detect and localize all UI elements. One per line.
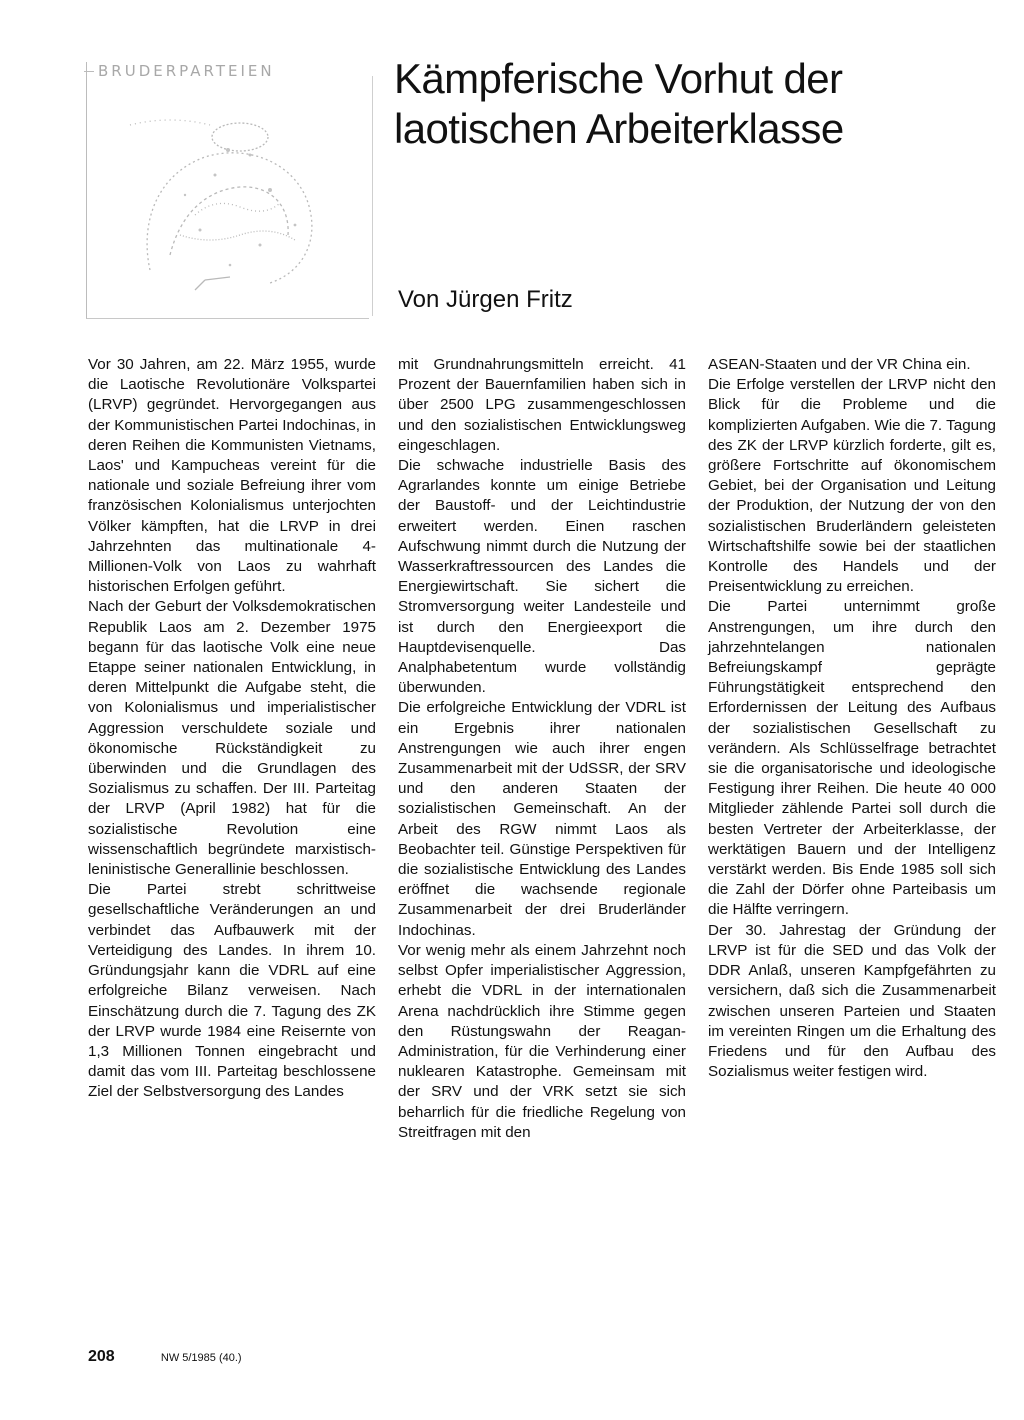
paragraph: Vor 30 Jahren, am 22. März 1955, wurde die Laotische Revolutionäre Volkspartei (LRVP) gegründet. Hervorgegangen aus der Kommunistischen Partei Indochinas, in deren Reihen die Kommunisten Vietnams, Laos' und Kampucheas vereint für die nationale und soziale Befreiung ihrer vom französischen Kolonialismus unterjochten Völker kämpften, hat die LRVP in drei Jahrzehnten das multinationale 4-Millionen-Volk von Laos zu wahrhaft historischen Erfolgen geführt.: [88, 356, 376, 596]
paragraph: Vor wenig mehr als einem Jahrzehnt noch selbst Opfer imperialistischer Aggression, erhebt die VDRL in der internationalen Arena nachdrücklich ihre Stimme gegen den Rüstungswahn der Reagan-Administration, für die Verhinderung einer nuklearen Katastrophe. Gemeinsam mit der SRV und der VRK setzt sie sich beharrlich für die friedliche Regelung von Streitfragen mit den: [398, 941, 686, 1141]
title-line-2: laotischen Arbeiterklasse: [394, 105, 844, 152]
article-title: [394, 54, 954, 154]
text-column-1: [88, 355, 376, 1103]
issue-reference: NW 5/1985 (40.): [160, 1352, 242, 1364]
page-number: 208: [88, 1348, 115, 1365]
paragraph: Nach der Geburt der Volksdemokratischen Republik Laos am 2. Dezember 1975 begann für das laotische Volk eine neue Etappe seiner nationalen Entwicklung, in deren Mittelpunkt die Aufgabe steht, die von Kolonialismus und imperialistischer Aggression verschuldete soziale und ökonomische Rückständigkeit zu überwinden und die Grundlagen des Sozialismus zu schaffen. Der III. Parteitag der LRVP (April 1982) hat für die sozialistische Revolution eine wissenschaftlich begründete marxistisch-leninistische Generallinie beschlossen.: [88, 598, 376, 879]
text-column-2: [398, 355, 686, 1143]
paragraph: Die schwache industrielle Basis des Agrarlandes konnte um einige Betriebe der Baustoff- und der Leichtindustrie erweitert werden. Einen raschen Aufschwung nimmt durch die Nutzung der Wasserkraftressourcen des Landes die Energiewirtschaft. Sie sichert die Stromversorgung weiter Landesteile und ist durch den Energieexport die Hauptdevisenquelle. Das Analphabetentum wurde vollständig überwunden.: [398, 457, 686, 697]
header-frame-rule: [372, 76, 373, 316]
series-label: BRUDERPARTEIEN: [98, 62, 275, 80]
paragraph: Die Partei unternimmt große Anstrengungen, um ihre durch den jahrzehntelangen nationalen Befreiungskampf geprägte Führungstätigkeit entsprechend den Erfordernissen der Leitung des Aufbaus der sozialistischen Gesellschaft zu verändern. Als Schlüsselfrage betrachtet sie die organisatorische und ideologische Festigung ihrer Reihen. Die heute 40 000 Mitglieder zählende Partei soll durch die besten Vertreter der Arbeiterklasse, der werktätigen Bauern und der Intelligenz verstärkt werden. Bis Ende 1985 soll sich die Zahl der Dörfer ohne Parteibasis um die Hälfte verringern.: [708, 598, 996, 919]
emblem-icon: [110, 95, 340, 300]
byline: Von Jürgen Fritz: [398, 286, 573, 313]
text-column-3: [708, 355, 996, 1082]
paragraph: Der 30. Jahrestag der Gründung der LRVP ist für die SED und das Volk der DDR Anlaß, unseren Kampfgefährten zu versichern, daß sich die Zusammenarbeit zwischen unseren Parteien und Staaten im vereinten Ringen um die Erhaltung des Friedens und für den Aufbau des Sozialismus weiter festigen wird.: [708, 921, 996, 1081]
title-line-1: Kämpferische Vorhut der: [394, 55, 843, 102]
paragraph: Die erfolgreiche Entwicklung der VDRL ist ein Ergebnis ihrer nationalen Anstrengungen wie auch ihrer engen Zusammenarbeit mit der UdSSR, der SRV und den anderen Staaten der sozialistischen Gemeinschaft. An der Arbeit des RGW nimmt Laos als Beobachter teil. Günstige Perspektiven für die sozialistische Entwicklung des Landes eröffnet die wachsende regionale Zusammenarbeit der drei Bruderländer Indochinas.: [398, 699, 686, 939]
paragraph: mit Grundnahrungsmitteln erreicht. 41 Prozent der Bauernfamilien haben sich in über 2500 LPG zusammengeschlossen und den sozialistischen Entwicklungsweg eingeschlagen.: [398, 356, 686, 454]
paragraph: Die Erfolge verstellen der LRVP nicht den Blick für die Probleme und die komplizierten Aufgaben. Wie die 7. Tagung des ZK der LRVP kürzlich forderte, gilt es, größere Fortschritte auf ökonomischem Gebiet, bei der Organisation und Leitung der Produktion, der Nutzung der von den sozialistischen Bruderländern geleisteten Wirtschaftshilfe sowie bei der staatlichen Kontrolle des Handels und der Preisentwicklung zu erreichen.: [708, 376, 996, 596]
paragraph: ASEAN-Staaten und der VR China ein.: [708, 356, 971, 373]
paragraph: Die Partei strebt schrittweise gesellschaftliche Veränderungen an und verbindet das Aufbauwerk mit der Verteidigung des Landes. In ihrem 10. Gründungsjahr kann die VDRL auf eine erfolgreiche Bilanz verweisen. Nach Einschätzung durch die 7. Tagung des ZK der LRVP wurde 1984 eine Reisernte von 1,3 Millionen Tonnen eingebracht und damit das vom III. Parteitag beschlossene Ziel der Selbstversorgung des Landes: [88, 881, 376, 1101]
page-footer: [88, 1348, 242, 1366]
